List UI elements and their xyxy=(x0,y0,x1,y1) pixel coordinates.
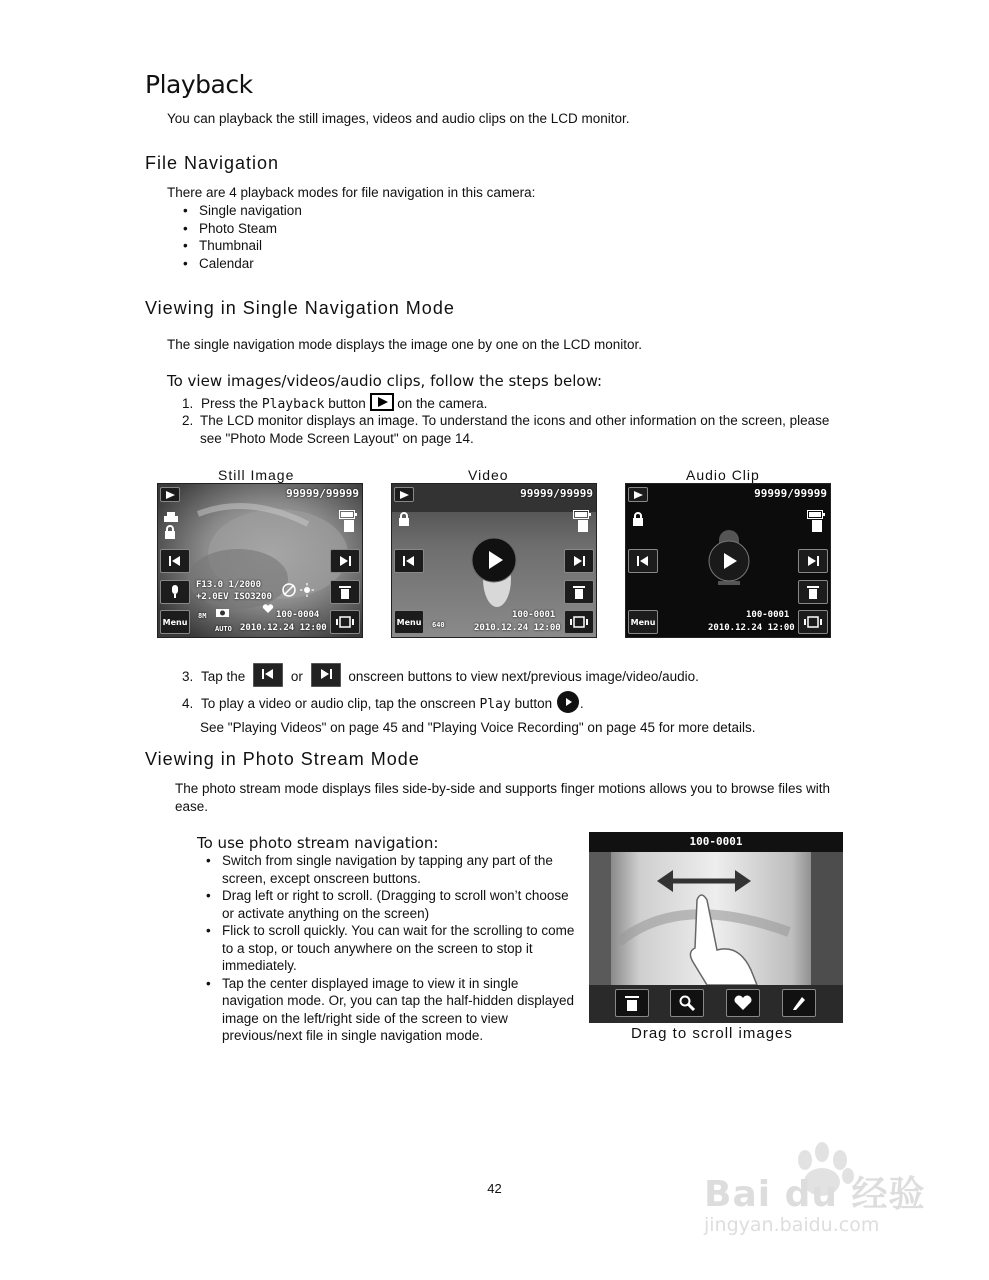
video-screen xyxy=(391,483,597,638)
file-nav-lead: There are 4 playback modes for file navigation in this camera: xyxy=(167,185,536,200)
menu-button[interactable]: Menu xyxy=(394,610,424,634)
step-number: 3. xyxy=(182,668,194,684)
playback-mode-icon xyxy=(394,487,414,502)
playback-key: Playback xyxy=(261,396,325,412)
play-button-icon xyxy=(556,690,580,719)
delete-button[interactable] xyxy=(615,989,649,1017)
step-text: . xyxy=(579,695,584,711)
image-size: 8M xyxy=(198,612,207,620)
list-item: • Single navigation xyxy=(181,202,302,220)
steps-heading: To view images/videos/audio clips, follow the steps below: xyxy=(167,372,603,390)
step-3 xyxy=(182,663,842,692)
audio-clip-screen xyxy=(625,483,831,638)
menu-button[interactable]: Menu xyxy=(160,610,190,634)
audio-clip-label: Audio Clip xyxy=(686,467,760,483)
mode-list xyxy=(181,202,302,272)
playback-mode-icon xyxy=(628,487,648,502)
lock-icon xyxy=(632,511,644,530)
list-item: • Tap the center displayed image to view it in single navigation mode. Or, you can tap the half-hidden displayed image on the left/right side of the screen to view previous/next file in single navigation mode. xyxy=(204,975,576,1045)
step-text: Tap the xyxy=(201,668,246,684)
video-label: Video xyxy=(468,467,509,483)
file-counter: 99999/99999 xyxy=(286,487,359,500)
intro-text: You can playback the still images, videos and audio clips on the LCD monitor. xyxy=(167,111,630,126)
photo-stream-caption: Drag to scroll images xyxy=(631,1025,793,1042)
delete-button[interactable] xyxy=(330,580,360,604)
photo-stream-desc: The photo stream mode displays files side-by-side and supports finger motions allows you to browse files with ease. xyxy=(175,781,831,814)
memory-icon xyxy=(810,517,824,536)
lock-icon xyxy=(164,524,176,543)
file-nav-heading: File Navigation xyxy=(145,153,280,173)
delete-button[interactable] xyxy=(798,580,828,604)
date-time: 2010.12.24 12:00 xyxy=(240,623,327,633)
stream-file-number: 100-0001 xyxy=(589,832,843,852)
step-text: Press the xyxy=(201,395,259,411)
previous-button[interactable] xyxy=(160,549,190,573)
step-number: 2. xyxy=(182,413,194,428)
baidu-watermark xyxy=(700,1130,940,1250)
page-title: Playback xyxy=(145,70,253,99)
howto-heading: To use photo stream navigation: xyxy=(197,834,439,852)
exposure-info-1: F13.0 1/2000 xyxy=(196,580,262,590)
step-text: See "Playing Videos" on page 45 and "Playing Voice Recording" on page 45 for more details. xyxy=(200,719,756,735)
list-item: • Flick to scroll quickly. You can wait for the scrolling to come to a stop, or touch anywhere on the screen to stop it immediately. xyxy=(204,922,576,975)
watermark-url: jingyan.baidu.com xyxy=(704,1214,880,1236)
step-text: The LCD monitor displays an image. To understand the icons and other information on the screen, please see "Photo Mode Screen Layout" on page 14. xyxy=(200,413,830,446)
still-image-label: Still Image xyxy=(218,467,295,483)
edit-button[interactable] xyxy=(782,989,816,1017)
list-item: • Thumbnail xyxy=(181,237,302,255)
zoom-button[interactable] xyxy=(670,989,704,1017)
photo-stream-button[interactable] xyxy=(798,610,828,634)
list-item: • Drag left or right to scroll. (Dragging to scroll won’t choose or activate anything on the screen) xyxy=(204,887,576,922)
step-4 xyxy=(182,690,842,736)
step-2 xyxy=(182,412,842,447)
step-text: onscreen buttons to view next/previous image/video/audio. xyxy=(348,668,699,684)
video-resolution: 640 xyxy=(432,621,445,629)
previous-button-icon xyxy=(253,663,283,692)
play-button[interactable] xyxy=(708,540,750,586)
photo-stream-screen xyxy=(589,832,843,1023)
single-nav-desc: The single navigation mode displays the image one by one on the LCD monitor. xyxy=(167,337,643,352)
flash-off-icon xyxy=(282,582,296,601)
previous-button[interactable] xyxy=(394,549,424,573)
photo-stream-button[interactable] xyxy=(330,610,360,634)
list-item: • Calendar xyxy=(181,255,302,273)
step-text: To play a video or audio clip, tap the onscreen xyxy=(201,695,476,711)
camera-icon xyxy=(216,602,229,621)
next-button-icon xyxy=(311,663,341,692)
list-item: • Photo Steam xyxy=(181,220,302,238)
file-counter: 99999/99999 xyxy=(754,487,827,500)
memory-icon xyxy=(576,517,590,536)
file-counter: 99999/99999 xyxy=(520,487,593,500)
list-item: • Switch from single navigation by tapping any part of the screen, except onscreen buttons. xyxy=(204,852,576,887)
exposure-info-2: +2.0EV ISO3200 xyxy=(196,592,272,602)
date-time: 2010.12.24 12:00 xyxy=(708,623,795,633)
single-nav-heading: Viewing in Single Navigation Mode xyxy=(145,298,455,318)
white-balance-icon xyxy=(300,582,314,601)
voice-memo-button[interactable] xyxy=(160,580,190,604)
playback-mode-icon xyxy=(160,487,180,502)
next-button[interactable] xyxy=(798,549,828,573)
scene-mode: AUTO xyxy=(215,625,232,633)
step-text: button xyxy=(328,395,366,411)
play-key: Play xyxy=(479,696,511,712)
howto-list xyxy=(204,852,576,1045)
menu-button[interactable]: Menu xyxy=(628,610,658,634)
favorite-icon xyxy=(262,599,274,618)
still-image-screen xyxy=(157,483,363,638)
file-number: 100-0004 xyxy=(276,610,320,620)
next-button[interactable] xyxy=(564,549,594,573)
delete-button[interactable] xyxy=(564,580,594,604)
favorite-button[interactable] xyxy=(726,989,760,1017)
memory-icon xyxy=(342,517,356,536)
watermark-brand: Bai du 经验 xyxy=(704,1174,926,1215)
step-text: button xyxy=(514,695,553,711)
next-button[interactable] xyxy=(330,549,360,573)
date-time: 2010.12.24 12:00 xyxy=(474,623,561,633)
step-text: or xyxy=(290,668,303,684)
photo-stream-heading: Viewing in Photo Stream Mode xyxy=(145,749,420,769)
step-number: 4. xyxy=(182,695,194,711)
file-number: 100-0001 xyxy=(512,610,556,620)
photo-stream-button[interactable] xyxy=(564,610,594,634)
page-number: 42 xyxy=(487,1181,502,1196)
step-number: 1. xyxy=(182,395,194,411)
play-button[interactable] xyxy=(471,537,517,587)
previous-button[interactable] xyxy=(628,549,658,573)
stream-images xyxy=(589,852,843,985)
file-number: 100-0001 xyxy=(746,610,790,620)
lock-icon xyxy=(398,511,410,530)
step-text: on the camera. xyxy=(397,395,488,411)
